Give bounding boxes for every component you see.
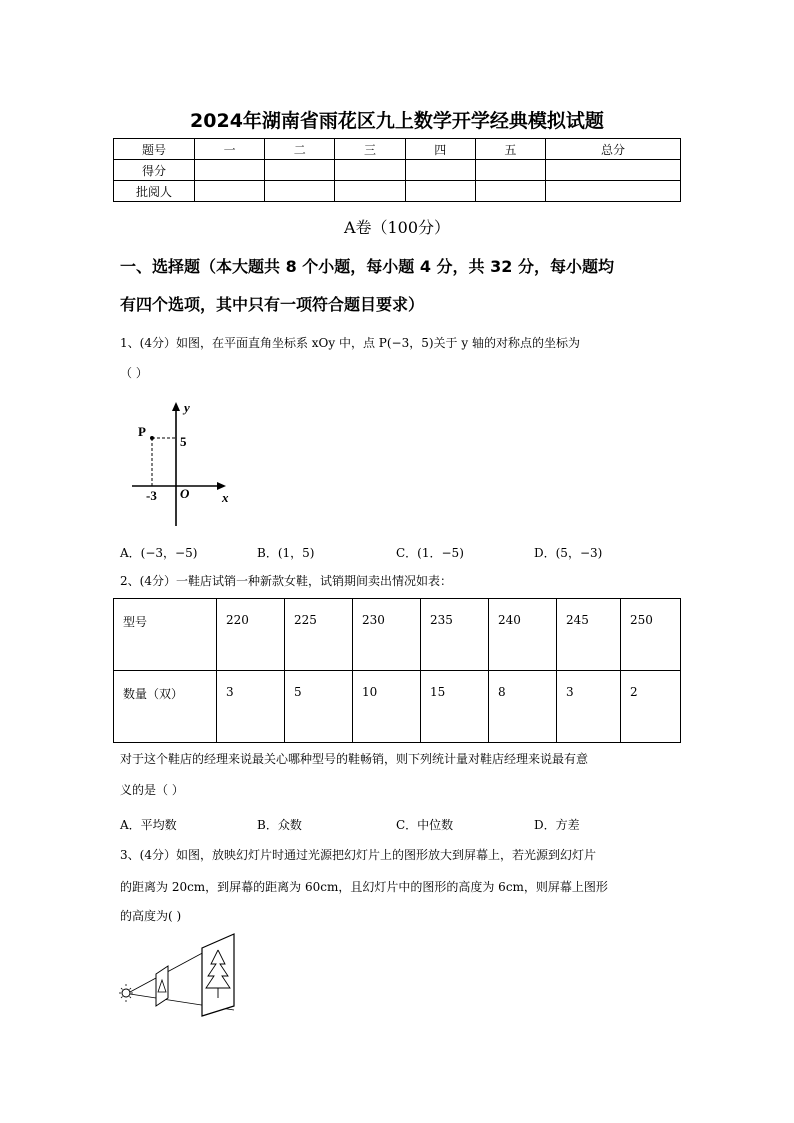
shoe-quantity-cell: 5 [285,671,353,743]
shoe-quantity-cell: 8 [489,671,557,743]
shoe-quantity-header: 数量（双） [114,671,217,743]
score-row-defen [114,160,681,181]
shoe-size-cell: 245 [557,599,621,671]
q2-question-line1: 对于这个鞋店的经理来说最关心哪种型号的鞋畅销，则下列统计量对鞋店经理来说最有意 [120,752,589,766]
y-tick-label: 5 [180,434,187,449]
exam-title: 2024年湖南省雨花区九上数学开学经典模拟试题 [190,110,604,132]
score-table [113,138,681,202]
score-cell [475,181,545,202]
score-header-cell: 题号 [114,139,195,160]
score-cell [405,181,475,202]
score-cell [475,160,545,181]
q2-text: 2、(4分）一鞋店试销一种新款女鞋，试销期间卖出情况如表： [120,574,452,588]
score-cell [405,160,475,181]
score-row-label: 批阅人 [114,181,195,202]
q2-option-b[interactable]: B．众数 [257,818,302,832]
q2-option-d[interactable]: D．方差 [534,818,580,832]
light-source-icon [122,989,130,997]
score-row-piyueren [114,181,681,202]
score-cell [335,181,405,202]
score-header-cell: 三 [335,139,405,160]
score-header-cell: 二 [265,139,335,160]
q2-question-line2: 义的是（ ） [120,783,184,797]
point-p-label: P [138,424,146,439]
score-cell [546,160,681,181]
origin-label: O [180,486,190,501]
q2-option-c[interactable]: C．中位数 [396,818,454,832]
shoe-size-cell: 235 [421,599,489,671]
q1-option-b[interactable]: B．(1，5) [257,546,315,560]
shoe-size-cell: 230 [353,599,421,671]
shoe-size-row [114,599,681,671]
score-row-label: 得分 [114,160,195,181]
score-header-cell: 总分 [546,139,681,160]
shoe-size-cell: 220 [217,599,285,671]
q1-option-a[interactable]: A．(−3，−5) [120,546,198,560]
q3-text-line2: 的距离为 20cm，到屏幕的距离为 60cm，且幻灯片中的图形的高度为 6cm，则屏幕上图形 [120,880,608,894]
shoe-quantity-cell: 15 [421,671,489,743]
q3-text-line1: 3、(4分）如图，放映幻灯片时通过光源把幻灯片上的图形放大到屏幕上，若光源到幻灯片 [120,848,596,862]
score-cell [265,160,335,181]
section1-heading-line1: 一、选择题（本大题共 8 个小题，每小题 4 分，共 32 分，每小题均 [120,257,614,276]
projection-screen [202,934,234,1016]
score-header-cell: 五 [475,139,545,160]
q1-option-d[interactable]: D．(5，−3) [534,546,603,560]
shoe-size-cell: 250 [621,599,681,671]
shoe-quantity-cell: 2 [621,671,681,743]
q1-coordinate-figure [120,398,240,528]
score-cell [195,181,265,202]
score-cell [546,181,681,202]
shoe-quantity-cell: 3 [557,671,621,743]
shoe-quantity-cell: 10 [353,671,421,743]
part-a-heading: A卷（100分） [343,218,451,237]
q2-option-a[interactable]: A．平均数 [120,818,177,832]
shoe-sales-table [113,598,681,743]
section1-heading-line2: 有四个选项，其中只有一项符合题目要求） [120,295,425,314]
shoe-quantity-row [114,671,681,743]
score-cell [265,181,335,202]
x-tick-label: -3 [146,488,157,503]
q1-option-c[interactable]: C．(1．−5) [396,546,464,560]
q1-bracket: （ ） [120,366,148,380]
q1-text: 1、(4分）如图，在平面直角坐标系 xOy 中，点 P(−3，5)关于 y 轴的对称点的坐标为 [120,336,580,350]
q3-projector-figure [118,930,243,1018]
x-axis-arrow [217,482,226,490]
shoe-size-cell: 240 [489,599,557,671]
score-header-cell: 四 [405,139,475,160]
score-header-cell: 一 [195,139,265,160]
shoe-size-header: 型号 [114,599,217,671]
y-axis-arrow [172,402,180,411]
slide-panel [156,966,168,1006]
shoe-quantity-cell: 3 [217,671,285,743]
q3-text-line3: 的高度为( ) [120,909,182,923]
point-p [150,436,154,440]
y-axis-label: y [184,400,190,415]
score-table-header-row [114,139,681,160]
score-cell [195,160,265,181]
score-cell [335,160,405,181]
light-rays [119,984,133,1002]
shoe-size-cell: 225 [285,599,353,671]
x-axis-label: x [222,490,229,505]
